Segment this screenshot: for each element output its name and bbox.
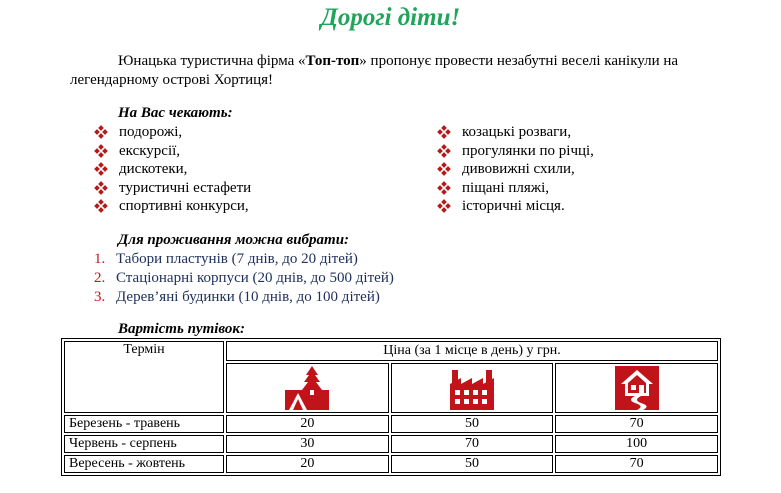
company-name: Топ-топ xyxy=(305,53,360,69)
intro-paragraph xyxy=(70,52,720,90)
diamond-bullet-icon xyxy=(95,182,107,194)
diamond-bullet-icon xyxy=(438,126,450,138)
list-item: 2. Стаціонарні корпуси (20 днів, до 500 дітей) xyxy=(94,270,394,286)
prices-table xyxy=(61,338,721,476)
list-item: спортивні конкурси, xyxy=(95,197,251,216)
intro-text-start: Юнацька туристична фірма « xyxy=(118,53,306,69)
diamond-bullet-icon xyxy=(438,163,450,175)
price-cell: 30 xyxy=(226,435,389,453)
table-row xyxy=(64,415,718,433)
intro-text-end: » пропонує провести незабутні веселі канікули на легендарному острові Хортиця! xyxy=(70,53,679,88)
list-item: дивовижні схили, xyxy=(438,160,594,179)
list-item: подорожі, xyxy=(95,123,251,142)
list-item: козацькі розваги, xyxy=(438,123,594,142)
list-item: 3. Дерев’яні будинки (10 днів, до 100 дітей) xyxy=(94,289,380,305)
factory-building-icon xyxy=(450,366,494,410)
price-cell: 20 xyxy=(226,455,389,473)
price-header: Ціна (за 1 місце в день) у грн. xyxy=(226,341,718,361)
table-row xyxy=(64,455,718,473)
price-cell: 50 xyxy=(391,455,554,473)
list-item: екскурсії, xyxy=(95,142,251,161)
page-title: Дорогі діти! xyxy=(320,4,461,31)
price-cell: 20 xyxy=(226,415,389,433)
awaits-list-right xyxy=(438,123,594,216)
list-item: 1. Табори пластунів (7 днів, до 20 дітей) xyxy=(94,251,358,267)
period-cell: Березень - травень xyxy=(64,415,224,433)
price-cell: 70 xyxy=(555,415,718,433)
price-cell: 50 xyxy=(391,415,554,433)
accommodation-list xyxy=(94,250,394,307)
period-cell: Червень - серпень xyxy=(64,435,224,453)
period-cell: Вересень - жовтень xyxy=(64,455,224,473)
diamond-bullet-icon xyxy=(95,163,107,175)
camp-tent-tree-icon xyxy=(285,366,329,410)
term-header: Термін xyxy=(64,341,224,413)
diamond-bullet-icon xyxy=(438,145,450,157)
list-item: туристичні естафети xyxy=(95,179,251,198)
prices-heading: Вартість путівок: xyxy=(118,321,246,337)
awaits-list-left xyxy=(95,123,251,216)
price-cell: 70 xyxy=(555,455,718,473)
accommodation-heading: Для проживання можна вибрати: xyxy=(118,232,350,248)
list-item: прогулянки по річці, xyxy=(438,142,594,161)
table-row xyxy=(64,435,718,453)
price-cell: 100 xyxy=(555,435,718,453)
camp-column-header xyxy=(226,363,389,413)
diamond-bullet-icon xyxy=(438,200,450,212)
house-road-icon xyxy=(615,366,659,410)
diamond-bullet-icon xyxy=(95,145,107,157)
price-cell: 70 xyxy=(391,435,554,453)
list-item: дискотеки, xyxy=(95,160,251,179)
list-item: піщані пляжі, xyxy=(438,179,594,198)
diamond-bullet-icon xyxy=(95,126,107,138)
list-item: історичні місця. xyxy=(438,197,594,216)
diamond-bullet-icon xyxy=(438,182,450,194)
building-column-header xyxy=(391,363,554,413)
diamond-bullet-icon xyxy=(95,200,107,212)
awaits-heading: На Вас чекають: xyxy=(118,105,233,121)
house-column-header xyxy=(555,363,718,413)
